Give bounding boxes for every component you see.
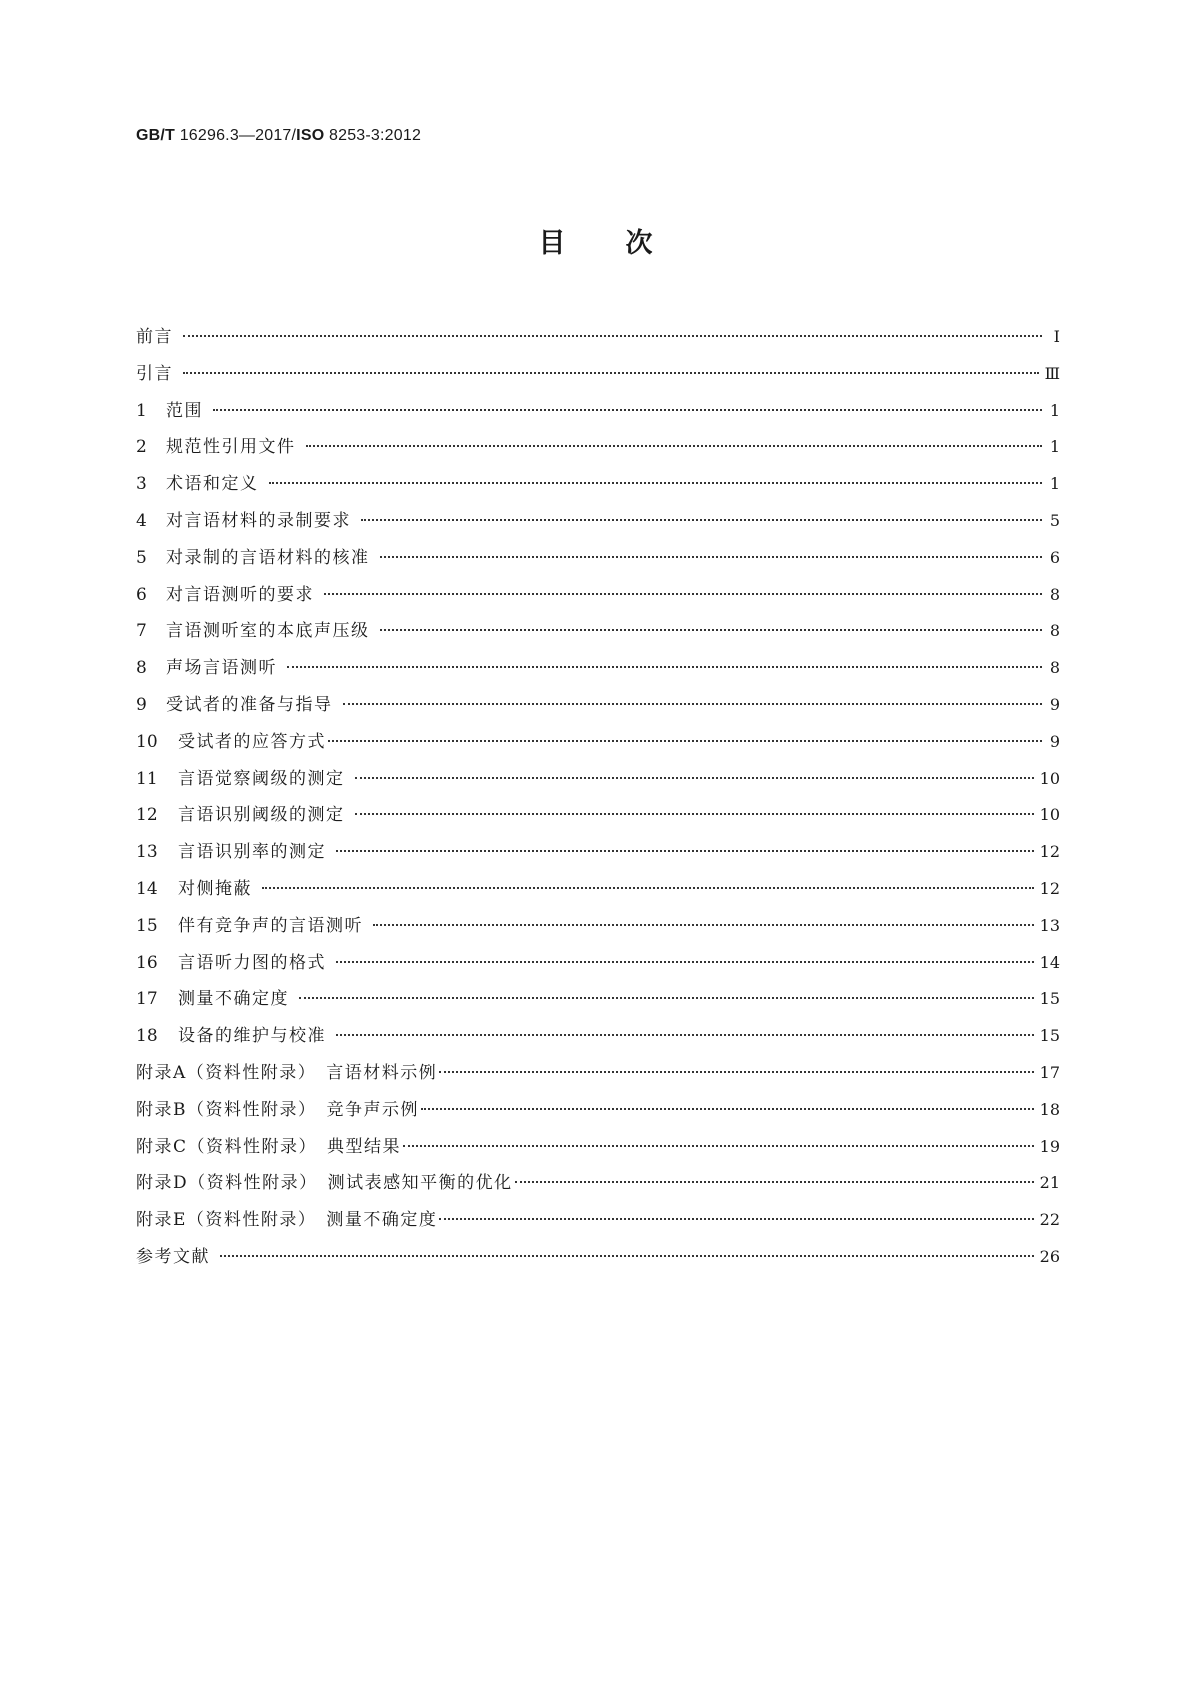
toc-entry-label: 受试者的应答方式 (178, 731, 326, 752)
table-of-contents (136, 327, 1060, 1284)
toc-entry-label: 测量不确定度 (178, 989, 289, 1010)
toc-leader (213, 409, 1042, 411)
toc-leader (336, 1034, 1034, 1036)
toc-entry-annex-e[interactable] (136, 1210, 1060, 1247)
toc-entry-page: 21 (1039, 1173, 1060, 1193)
toc-entry-3[interactable] (136, 474, 1060, 511)
toc-entry-number: 7 (136, 621, 147, 642)
toc-title: 目次 (538, 228, 713, 259)
toc-entry-label: 言语识别阈级的测定 (178, 805, 345, 826)
toc-entry-page: 10 (1039, 805, 1060, 825)
toc-leader (355, 813, 1034, 815)
toc-entry-number: 10 (136, 731, 158, 752)
toc-entry-label: 对言语材料的录制要求 (166, 510, 351, 531)
iso-number: 8253-3:2012 (329, 127, 422, 144)
toc-entry-number: 18 (136, 1026, 158, 1047)
toc-entry-page: 1 (1049, 437, 1060, 457)
toc-entry-page: 12 (1039, 878, 1060, 898)
toc-entry-number: 6 (136, 584, 147, 605)
toc-entry-page: 8 (1049, 584, 1060, 604)
toc-entry-page: 1 (1049, 400, 1060, 420)
toc-leader (183, 372, 1039, 374)
toc-entry-15[interactable] (136, 916, 1060, 953)
toc-entry-label: 声场言语测听 (166, 658, 277, 679)
toc-entry-13[interactable] (136, 842, 1060, 879)
toc-leader (421, 1108, 1034, 1110)
toc-entry-9[interactable] (136, 695, 1060, 732)
toc-leader (287, 666, 1042, 668)
toc-entry-12[interactable] (136, 805, 1060, 842)
toc-entry-number: 8 (136, 658, 147, 679)
toc-entry-label: 范围 (166, 400, 203, 421)
toc-entry-label: 言语测听室的本底声压级 (166, 621, 370, 642)
toc-entry-17[interactable] (136, 989, 1060, 1026)
toc-entry-number: 2 (136, 437, 147, 458)
toc-entry-page: 22 (1039, 1210, 1060, 1230)
toc-entry-label: 前言 (136, 327, 173, 347)
toc-entry-2[interactable] (136, 437, 1060, 474)
toc-leader (439, 1071, 1033, 1073)
toc-entry-label: 附录D（资料性附录） 测试表感知平衡的优化 (136, 1173, 513, 1194)
toc-entry-page: 26 (1039, 1246, 1060, 1266)
toc-entry-page: 14 (1039, 952, 1060, 972)
toc-entry-page: 17 (1039, 1062, 1060, 1082)
iso-prefix: ISO (296, 127, 325, 144)
toc-entry-number: 4 (136, 510, 147, 531)
toc-entry-18[interactable] (136, 1026, 1060, 1063)
toc-leader (403, 1145, 1034, 1147)
toc-entry-annex-c[interactable] (136, 1137, 1060, 1174)
toc-entry-page: 5 (1049, 510, 1060, 530)
toc-entry-annex-d[interactable] (136, 1173, 1060, 1210)
toc-entry-1[interactable] (136, 401, 1060, 438)
toc-entry-page: 1 (1049, 474, 1060, 494)
toc-entry-number: 15 (136, 915, 158, 936)
toc-entry-label: 附录B（资料性附录） 竞争声示例 (136, 1099, 419, 1120)
toc-entry-11[interactable] (136, 769, 1060, 806)
toc-entry-label: 附录E（资料性附录） 测量不确定度 (136, 1210, 438, 1231)
toc-entry-page: 9 (1049, 694, 1060, 714)
toc-entry-14[interactable] (136, 879, 1060, 916)
toc-entry-label: 对侧掩蔽 (178, 878, 252, 899)
toc-entry-page: 8 (1049, 658, 1060, 678)
toc-entry-page: 6 (1049, 547, 1060, 567)
toc-entry-label: 参考文献 (136, 1246, 210, 1267)
toc-leader (299, 997, 1034, 999)
toc-entry-number: 14 (136, 878, 158, 899)
toc-leader (361, 519, 1042, 521)
toc-entry-annex-b[interactable] (136, 1100, 1060, 1137)
toc-entry-label: 伴有竞争声的言语测听 (178, 915, 363, 936)
toc-leader (515, 1181, 1034, 1183)
toc-entry-number: 1 (136, 400, 147, 421)
toc-entry-7[interactable] (136, 621, 1060, 658)
toc-leader (262, 887, 1034, 889)
toc-entry-page: 13 (1039, 915, 1060, 935)
toc-entry-page: Ⅰ (1053, 327, 1060, 346)
toc-entry-label: 设备的维护与校准 (178, 1026, 326, 1047)
toc-entry-5[interactable] (136, 548, 1060, 585)
toc-entry-4[interactable] (136, 511, 1060, 548)
toc-entry-page: 9 (1049, 731, 1060, 751)
toc-leader (269, 482, 1043, 484)
toc-leader (306, 445, 1043, 447)
toc-entry-introduction[interactable] (136, 364, 1060, 401)
toc-leader (355, 777, 1034, 779)
toc-entry-page: Ⅲ (1044, 363, 1060, 383)
toc-entry-number: 5 (136, 547, 147, 568)
standard-prefix: GB/T (136, 127, 176, 144)
toc-entry-number: 13 (136, 842, 158, 863)
toc-entry-number: 3 (136, 474, 147, 495)
toc-entry-label: 受试者的准备与指导 (166, 694, 333, 715)
toc-leader (439, 1218, 1033, 1220)
toc-entry-label: 言语听力图的格式 (178, 952, 326, 973)
toc-entry-number: 16 (136, 952, 158, 973)
toc-entry-label: 规范性引用文件 (166, 437, 296, 458)
toc-leader (336, 850, 1034, 852)
toc-entry-label: 引言 (136, 363, 173, 384)
toc-entry-number: 17 (136, 989, 158, 1010)
toc-entry-page: 18 (1039, 1099, 1060, 1119)
toc-entry-page: 10 (1039, 768, 1060, 788)
toc-entry-page: 8 (1049, 621, 1060, 641)
toc-leader (380, 629, 1043, 631)
standard-number: 16296.3—2017/ (179, 127, 297, 144)
toc-leader (324, 593, 1042, 595)
toc-entry-page: 12 (1039, 842, 1060, 862)
toc-leader (328, 740, 1042, 742)
toc-entry-number: 9 (136, 694, 147, 715)
toc-entry-annex-a[interactable] (136, 1063, 1060, 1100)
toc-entry-label: 言语觉察阈级的测定 (178, 768, 345, 789)
toc-entry-bibliography[interactable] (136, 1247, 1060, 1284)
toc-entry-10[interactable] (136, 732, 1060, 769)
toc-leader (373, 924, 1034, 926)
toc-entry-6[interactable] (136, 585, 1060, 622)
toc-entry-page: 15 (1039, 1026, 1060, 1046)
toc-leader (336, 961, 1034, 963)
toc-entry-label: 术语和定义 (166, 474, 259, 495)
toc-entry-8[interactable] (136, 658, 1060, 695)
toc-entry-page: 15 (1039, 989, 1060, 1009)
toc-entry-label: 附录C（资料性附录） 典型结果 (136, 1136, 402, 1157)
toc-entry-16[interactable] (136, 953, 1060, 990)
toc-entry-label: 附录A（资料性附录） 言语材料示例 (136, 1062, 438, 1083)
toc-entry-label: 对言语测听的要求 (166, 584, 314, 605)
toc-leader (380, 556, 1043, 558)
toc-entry-label: 言语识别率的测定 (178, 842, 326, 863)
toc-entry-preface[interactable] (136, 327, 1060, 364)
toc-leader (183, 335, 1042, 337)
standard-code (136, 127, 421, 145)
toc-leader (343, 703, 1043, 705)
toc-entry-number: 12 (136, 805, 158, 826)
toc-entry-label: 对录制的言语材料的核准 (166, 547, 370, 568)
toc-entry-page: 19 (1039, 1136, 1060, 1156)
toc-entry-number: 11 (136, 768, 158, 789)
toc-leader (220, 1255, 1034, 1257)
